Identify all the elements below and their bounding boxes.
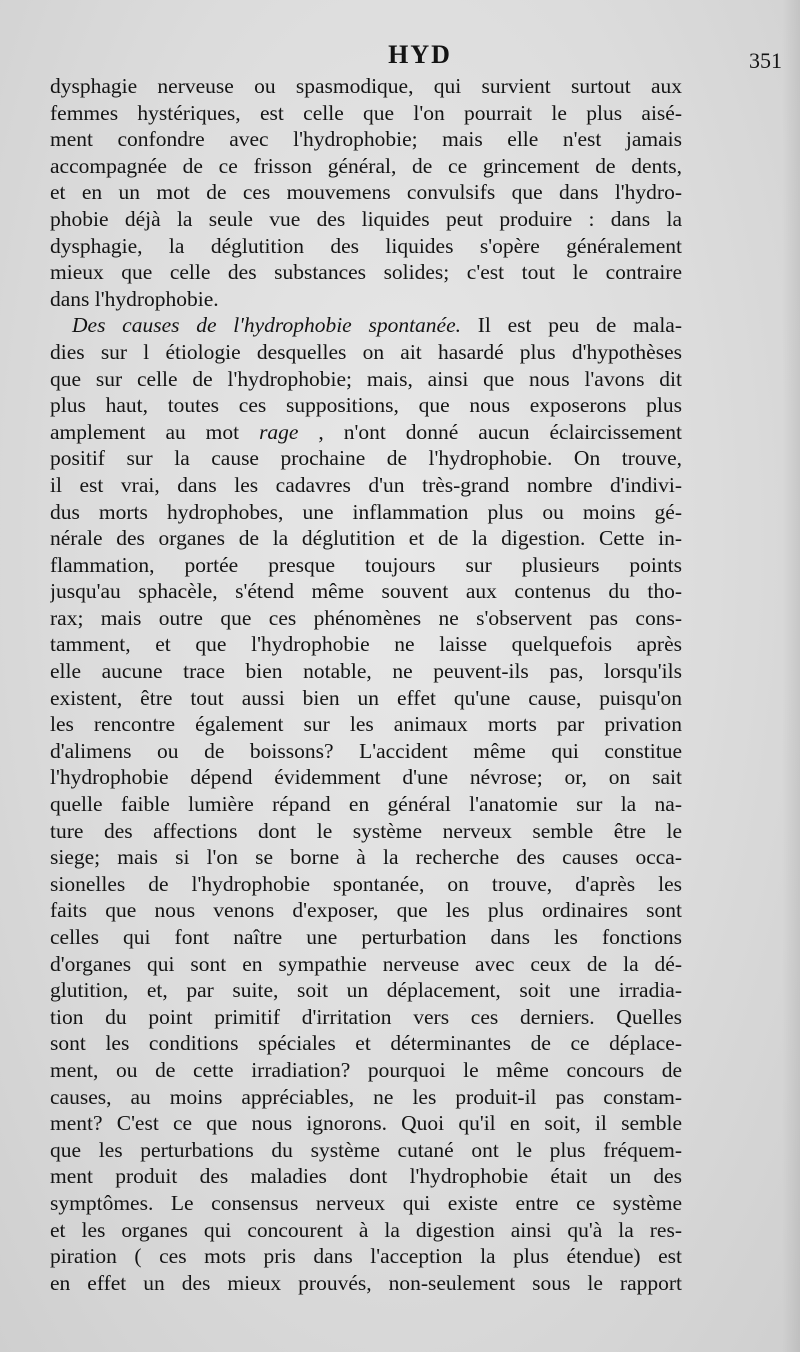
body-text: [50, 73, 682, 1296]
text-line-with-italic: [50, 419, 682, 446]
text-line: dysphagie, la déglutition des liquides s'opère généralement: [50, 233, 682, 258]
text-line: les rencontre également sur les animaux morts par privation: [50, 712, 682, 737]
text-line: dies sur l étiologie desquelles on ait hasardé plus d'hypothèses: [50, 339, 682, 364]
text-line: quelle faible lumière répand en général l'anatomie sur la na-: [50, 792, 682, 817]
text-line: sont les conditions spéciales et déterminantes de ce déplace-: [50, 1031, 682, 1056]
text-line: accompagnée de ce frisson général, de ce grincement de dents,: [50, 153, 682, 178]
text-line: ment? C'est ce que nous ignorons. Quoi qu'il en soit, il semble: [50, 1111, 682, 1136]
text-line: phobie déjà la seule vue des liquides peut produire : dans la: [50, 206, 682, 231]
text-line: que les perturbations du système cutané ont le plus fréquem-: [50, 1137, 682, 1162]
text-line: nérale des organes de la déglutition et de la digestion. Cette in-: [50, 526, 682, 551]
text-line: plus haut, toutes ces suppositions, que nous exposerons plus: [50, 393, 682, 418]
text-line: jusqu'au sphacèle, s'étend même souvent aux contenus du tho-: [50, 579, 682, 604]
text-line: piration ( ces mots pris dans l'acception la plus étendue) est: [50, 1244, 682, 1269]
text-line: dysphagie nerveuse ou spasmodique, qui survient surtout aux: [50, 74, 682, 98]
text-line: l'hydrophobie dépend évidemment d'une névrose; or, on sait: [50, 765, 682, 790]
text-line: mieux que celle des substances solides; c'est tout le contraire: [50, 260, 682, 285]
text-line: ment, ou de cette irradiation? pourquoi le même concours de: [50, 1057, 682, 1082]
page-number: 351: [749, 48, 782, 73]
text-line: et en un mot de ces mouvemens convulsifs que dans l'hydro-: [50, 180, 682, 205]
text-line: flammation, portée presque toujours sur plusieurs points: [50, 552, 682, 577]
text-line: causes, au moins appréciables, ne les produit-il pas constam-: [50, 1084, 682, 1109]
text-line: d'alimens ou de boissons? L'accident même qui constitue: [50, 738, 682, 763]
text-line: femmes hystériques, est celle que l'on pourrait le plus aisé-: [50, 100, 682, 125]
text-line: que sur celle de l'hydrophobie; mais, ainsi que nous l'avons dit: [50, 366, 682, 391]
text-line: glutition, et, par suite, soit un déplacement, soit une irradia-: [50, 978, 682, 1003]
text-line: ment confondre avec l'hydrophobie; mais elle n'est jamais: [50, 127, 682, 152]
text-line: dans l'hydrophobie.: [50, 286, 219, 311]
text-line: faits que nous venons d'exposer, que les plus ordinaires sont: [50, 898, 682, 923]
running-head: HYD: [388, 40, 452, 69]
section-heading: Des causes de l'hydrophobie spontanée.: [72, 313, 461, 338]
text-line: siege; mais si l'on se borne à la recherche des causes occa-: [50, 845, 682, 870]
text-line: dus morts hydrophobes, une inflammation plus ou moins gé-: [50, 499, 682, 524]
text-line: ment produit des maladies dont l'hydrophobie était un des: [50, 1164, 682, 1189]
text-line: celles qui font naître une perturbation dans les fonctions: [50, 925, 682, 949]
text-line: il est vrai, dans les cadavres d'un très-grand nombre d'indivi-: [50, 472, 682, 497]
text-line: positif sur la cause prochaine de l'hydrophobie. On trouve,: [50, 446, 682, 471]
text-line: symptômes. Le consensus nerveux qui existe entre ce système: [50, 1190, 682, 1215]
text-line: tion du point primitif d'irritation vers ces derniers. Quelles: [50, 1004, 682, 1029]
italic-word: rage: [259, 419, 299, 444]
text-fragment: , n'ont donné aucun éclaircissement: [318, 419, 682, 444]
scan-edge-shadow: [782, 0, 800, 1352]
text-line: en effet un des mieux prouvés, non-seulement sous le rapport: [50, 1270, 682, 1295]
text-line: d'organes qui sont en sympathie nerveuse avec ceux de la dé-: [50, 951, 682, 976]
text-line: tamment, et que l'hydrophobie ne laisse quelquefois après: [50, 632, 682, 657]
text-line: et les organes qui concourent à la digestion ainsi qu'à la res-: [50, 1217, 682, 1242]
text-line: ture des affections dont le système nerveux semble être le: [50, 818, 682, 843]
section-first-line: [50, 312, 682, 339]
text-line: elle aucune trace bien notable, ne peuvent-ils pas, lorsqu'ils: [50, 659, 682, 684]
text-line: sionelles de l'hydrophobie spontanée, on trouve, d'après les: [50, 871, 682, 896]
text-line: rax; mais outre que ces phénomènes ne s'observent pas cons-: [50, 605, 682, 630]
text-fragment: amplement au mot: [50, 419, 240, 444]
section-first-line-rest: Il est peu de mala-: [477, 313, 682, 338]
text-line: existent, être tout aussi bien un effet qu'une cause, puisqu'on: [50, 685, 682, 710]
